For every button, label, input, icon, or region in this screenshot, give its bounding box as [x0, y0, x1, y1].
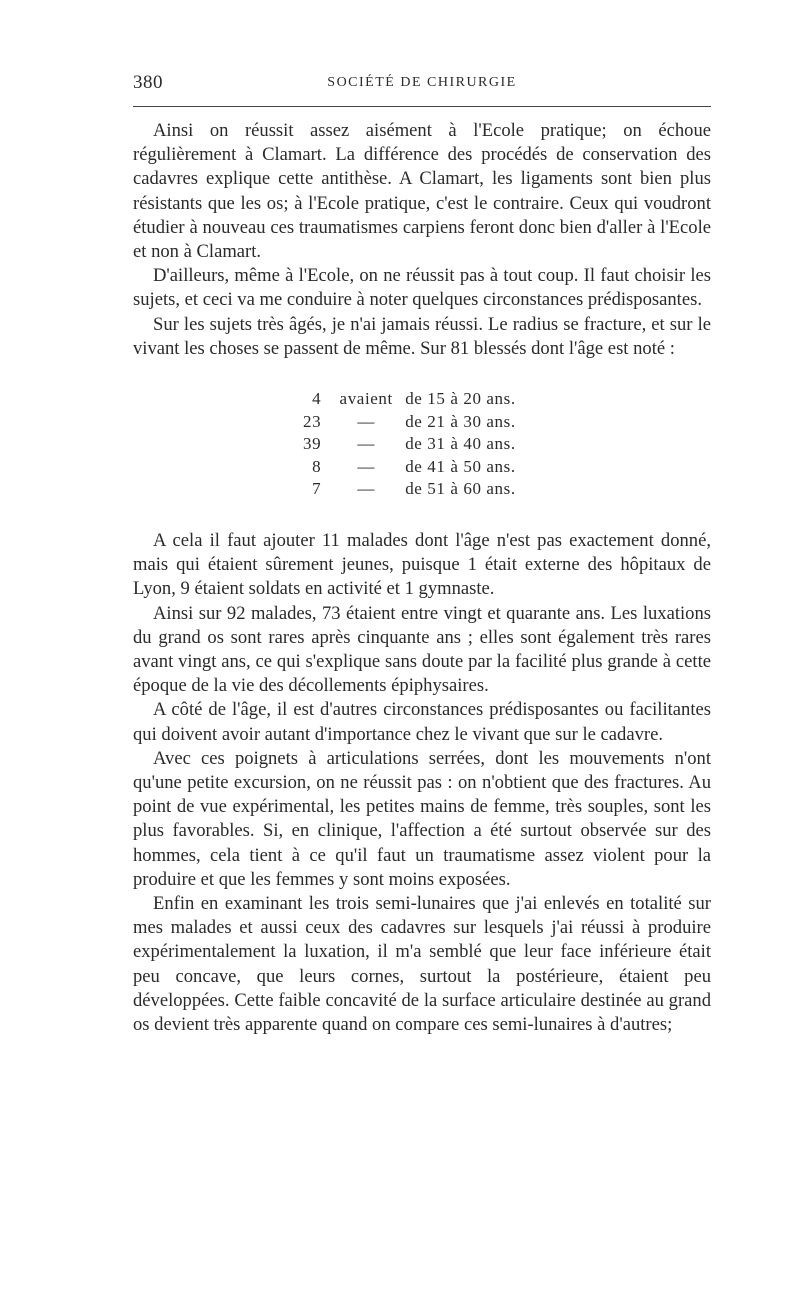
- running-title: SOCIÉTÉ DE CHIRURGIE: [327, 75, 517, 90]
- page-number: 380: [133, 72, 163, 93]
- age-label: —: [357, 479, 375, 499]
- table-row: [303, 388, 516, 411]
- table-row: [303, 411, 516, 434]
- age-label: —: [357, 456, 375, 476]
- header-rule: [133, 106, 711, 107]
- paragraph-choix-sujets: D'ailleurs, même à l'Ecole, on ne réussit pas à tout coup. Il faut choisir les sujets, et ceci va me conduire à noter quelques circonstances prédisposantes.: [133, 265, 711, 311]
- age-range: de 51 à 60 ans.: [405, 479, 516, 499]
- age-label: —: [357, 411, 375, 431]
- paragraph-ecole-clamart: Ainsi on réussit assez aisément à l'Ecole pratique; on échoue régulièrement à Clamart. La différence des procédés de conservation des cadavres explique cette antithèse. A Clamart, les ligaments sont bien plus résistants que les os; à l'Ecole pratique, c'est le contraire. Ceux qui voudront étudier à nouveau ces traumatismes carpiens feront donc bien d'aller à l'Ecole et non à Clamart.: [133, 120, 711, 263]
- age-count: 4: [312, 389, 322, 409]
- age-table: [303, 388, 516, 501]
- paragraph-circonstances: A côté de l'âge, il est d'autres circonstances prédisposantes ou facilitantes qui doivent avoir autant d'importance chez le vivant que sur le cadavre.: [133, 699, 711, 745]
- table-row: [303, 456, 516, 479]
- table-row: [303, 433, 516, 456]
- paragraph-sujets-ages: Sur les sujets très âgés, je n'ai jamais réussi. Le radius se fracture, et sur le vivant les choses se passent de même. Sur 81 blessés dont l'âge est noté :: [133, 313, 711, 359]
- age-range: de 21 à 30 ans.: [405, 411, 516, 431]
- age-range: de 41 à 50 ans.: [405, 456, 516, 476]
- paragraph-malades-jeunes: A cela il faut ajouter 11 malades dont l'âge n'est pas exactement donné, mais qui étaient sûrement jeunes, puisque 1 était externe des hôpitaux de Lyon, 9 étaient soldats en activité et 1 gymnaste.: [133, 530, 711, 600]
- paragraph-vingt-quarante: Ainsi sur 92 malades, 73 étaient entre vingt et quarante ans. Les luxations du grand os sont rares après cinquante ans ; elles sont également très rares avant vingt ans, ce qui s'explique sans doute par la facilité plus grande à cette époque de la vie des décollements épiphysaires.: [133, 602, 711, 697]
- body-text: [133, 119, 711, 1037]
- age-count: 8: [312, 456, 322, 476]
- age-range: de 15 à 20 ans.: [405, 389, 516, 409]
- running-head: [133, 60, 711, 100]
- age-count: 39: [303, 434, 322, 454]
- age-label: —: [357, 434, 375, 454]
- table-row: [303, 478, 516, 501]
- paragraph-poignets: Avec ces poignets à articulations serrées, dont les mouvements n'ont qu'une petite excursion, on ne réussit pas : on n'obtient que des fractures. Au point de vue expérimental, les petites mains de femme, très souples, sont les plus favorables. Si, en clinique, l'affection a été surtout observée sur des hommes, cela tient à ce qu'il faut un traumatisme assez violent pour la produire et que les femmes y sont moins exposées.: [133, 747, 711, 890]
- paragraph-semi-lunaires: Enfin en examinant les trois semi-lunaires que j'ai enlevés en totalité sur mes malades et aussi ceux des cadavres sur lesquels j'ai réussi à produire expérimentalement la luxation, il m'a semblé que leur face inférieure était peu concave, que leurs cornes, surtout la postérieure, étaient peu développées. Cette faible concavité de la surface articulaire destinée au grand os devient très apparente quand on compare ces semi-lunaires à d'autres;: [133, 893, 711, 1036]
- age-range: de 31 à 40 ans.: [405, 434, 516, 454]
- age-label: avaient: [339, 389, 393, 409]
- age-count: 23: [303, 411, 322, 431]
- book-page: [133, 60, 711, 1037]
- age-count: 7: [312, 479, 322, 499]
